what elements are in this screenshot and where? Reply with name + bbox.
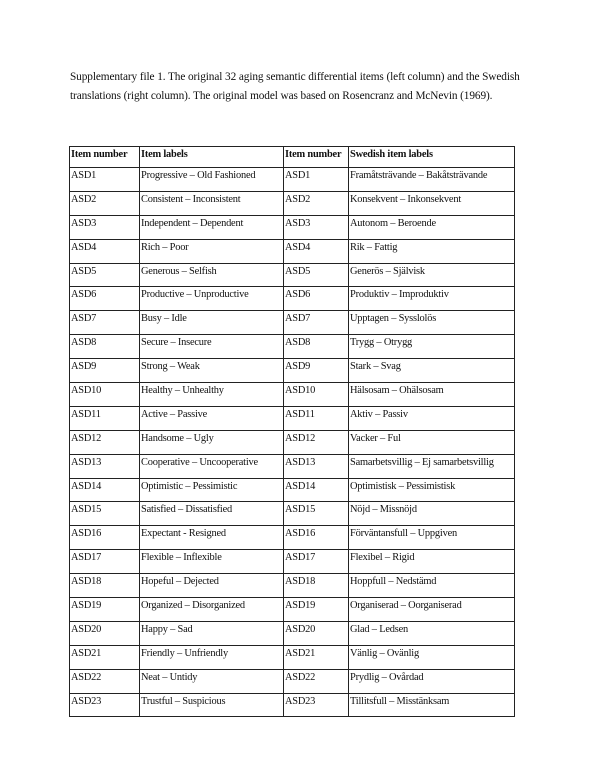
item-number-cell: ASD21 (70, 645, 140, 669)
item-number-cell: ASD18 (70, 574, 140, 598)
table-row (70, 215, 515, 239)
header-item-number-swedish: Item number (284, 147, 349, 168)
table-row (70, 645, 515, 669)
item-number-cell: ASD14 (70, 478, 140, 502)
swedish-item-number-cell: ASD21 (284, 645, 349, 669)
swedish-item-number-cell: ASD17 (284, 550, 349, 574)
table-row (70, 430, 515, 454)
swedish-item-number-cell: ASD10 (284, 383, 349, 407)
swedish-item-label-cell: Rik – Fattig (349, 239, 515, 263)
table-row (70, 335, 515, 359)
item-label-cell: Secure – Insecure (140, 335, 284, 359)
table-row (70, 621, 515, 645)
swedish-item-label-cell: Optimistisk – Pessimistisk (349, 478, 515, 502)
item-number-cell: ASD12 (70, 430, 140, 454)
item-label-cell: Satisfied – Dissatisfied (140, 502, 284, 526)
swedish-item-label-cell: Organiserad – Oorganiserad (349, 598, 515, 622)
swedish-item-label-cell: Trygg – Otrygg (349, 335, 515, 359)
swedish-item-label-cell: Hälsosam – Ohälsosam (349, 383, 515, 407)
item-number-cell: ASD7 (70, 311, 140, 335)
swedish-item-label-cell: Nöjd – Missnöjd (349, 502, 515, 526)
item-number-cell: ASD10 (70, 383, 140, 407)
item-number-cell: ASD5 (70, 263, 140, 287)
item-number-cell: ASD16 (70, 526, 140, 550)
swedish-item-label-cell: Aktiv – Passiv (349, 406, 515, 430)
item-number-cell: ASD1 (70, 168, 140, 192)
item-label-cell: Neat – Untidy (140, 669, 284, 693)
swedish-item-number-cell: ASD16 (284, 526, 349, 550)
header-item-number: Item number (70, 147, 140, 168)
swedish-item-label-cell: Produktiv – Improduktiv (349, 287, 515, 311)
item-number-cell: ASD23 (70, 693, 140, 717)
item-label-cell: Busy – Idle (140, 311, 284, 335)
swedish-item-number-cell: ASD4 (284, 239, 349, 263)
item-label-cell: Healthy – Unhealthy (140, 383, 284, 407)
swedish-item-number-cell: ASD6 (284, 287, 349, 311)
swedish-item-number-cell: ASD22 (284, 669, 349, 693)
swedish-item-number-cell: ASD23 (284, 693, 349, 717)
swedish-item-label-cell: Glad – Ledsen (349, 621, 515, 645)
table-row (70, 478, 515, 502)
swedish-item-label-cell: Flexibel – Rigid (349, 550, 515, 574)
table-row (70, 598, 515, 622)
swedish-item-label-cell: Framåtsträvande – Bakåtsträvande (349, 168, 515, 192)
swedish-item-label-cell: Hoppfull – Nedstämd (349, 574, 515, 598)
table-row (70, 311, 515, 335)
header-item-labels: Item labels (140, 147, 284, 168)
table-row (70, 263, 515, 287)
swedish-item-number-cell: ASD5 (284, 263, 349, 287)
swedish-item-number-cell: ASD8 (284, 335, 349, 359)
item-label-cell: Cooperative – Uncooperative (140, 454, 284, 478)
swedish-item-number-cell: ASD1 (284, 168, 349, 192)
table-header-row (70, 147, 515, 168)
item-label-cell: Handsome – Ugly (140, 430, 284, 454)
swedish-item-label-cell: Förväntansfull – Uppgiven (349, 526, 515, 550)
table-row (70, 191, 515, 215)
swedish-item-number-cell: ASD3 (284, 215, 349, 239)
swedish-item-number-cell: ASD14 (284, 478, 349, 502)
header-swedish-item-labels: Swedish item labels (349, 147, 515, 168)
item-label-cell: Organized – Disorganized (140, 598, 284, 622)
item-label-cell: Independent – Dependent (140, 215, 284, 239)
item-number-cell: ASD4 (70, 239, 140, 263)
item-label-cell: Active – Passive (140, 406, 284, 430)
item-number-cell: ASD22 (70, 669, 140, 693)
table-row (70, 454, 515, 478)
swedish-item-number-cell: ASD11 (284, 406, 349, 430)
swedish-item-number-cell: ASD18 (284, 574, 349, 598)
item-label-cell: Productive – Unproductive (140, 287, 284, 311)
swedish-item-number-cell: ASD13 (284, 454, 349, 478)
item-number-cell: ASD8 (70, 335, 140, 359)
item-number-cell: ASD13 (70, 454, 140, 478)
document-caption: Supplementary file 1. The original 32 aging semantic differential items (left column) and the Swedish translations (right column). The original model was based on Rosencranz and McNevin (1969). (70, 71, 520, 102)
item-number-cell: ASD11 (70, 406, 140, 430)
swedish-item-label-cell: Prydlig – Ovårdad (349, 669, 515, 693)
table-row (70, 502, 515, 526)
swedish-item-label-cell: Vacker – Ful (349, 430, 515, 454)
item-label-cell: Hopeful – Dejected (140, 574, 284, 598)
item-label-cell: Happy – Sad (140, 621, 284, 645)
swedish-item-label-cell: Autonom – Beroende (349, 215, 515, 239)
item-label-cell: Rich – Poor (140, 239, 284, 263)
table-row (70, 669, 515, 693)
table-row (70, 239, 515, 263)
item-label-cell: Generous – Selfish (140, 263, 284, 287)
swedish-item-number-cell: ASD12 (284, 430, 349, 454)
swedish-item-number-cell: ASD2 (284, 191, 349, 215)
swedish-item-number-cell: ASD19 (284, 598, 349, 622)
swedish-item-label-cell: Konsekvent – Inkonsekvent (349, 191, 515, 215)
item-number-cell: ASD2 (70, 191, 140, 215)
swedish-item-label-cell: Vänlig – Ovänlig (349, 645, 515, 669)
item-label-cell: Trustful – Suspicious (140, 693, 284, 717)
swedish-item-label-cell: Generös – Självisk (349, 263, 515, 287)
item-number-cell: ASD19 (70, 598, 140, 622)
swedish-item-label-cell: Stark – Svag (349, 359, 515, 383)
table-row (70, 168, 515, 192)
swedish-item-number-cell: ASD15 (284, 502, 349, 526)
table-row (70, 287, 515, 311)
item-number-cell: ASD20 (70, 621, 140, 645)
item-label-cell: Optimistic – Pessimistic (140, 478, 284, 502)
swedish-item-number-cell: ASD7 (284, 311, 349, 335)
item-label-cell: Flexible – Inflexible (140, 550, 284, 574)
swedish-item-label-cell: Upptagen – Sysslolös (349, 311, 515, 335)
item-number-cell: ASD15 (70, 502, 140, 526)
table-row (70, 526, 515, 550)
table-row (70, 550, 515, 574)
table-row (70, 383, 515, 407)
item-number-cell: ASD6 (70, 287, 140, 311)
table-row (70, 406, 515, 430)
item-number-cell: ASD17 (70, 550, 140, 574)
swedish-item-label-cell: Samarbetsvillig – Ej samarbetsvillig (349, 454, 515, 478)
item-label-cell: Expectant - Resigned (140, 526, 284, 550)
items-table (69, 146, 515, 717)
swedish-item-number-cell: ASD9 (284, 359, 349, 383)
item-label-cell: Progressive – Old Fashioned (140, 168, 284, 192)
table-row (70, 574, 515, 598)
item-label-cell: Friendly – Unfriendly (140, 645, 284, 669)
item-number-cell: ASD9 (70, 359, 140, 383)
table-row (70, 359, 515, 383)
swedish-item-label-cell: Tillitsfull – Misstänksam (349, 693, 515, 717)
item-label-cell: Strong – Weak (140, 359, 284, 383)
swedish-item-number-cell: ASD20 (284, 621, 349, 645)
table-row (70, 693, 515, 717)
item-number-cell: ASD3 (70, 215, 140, 239)
item-label-cell: Consistent – Inconsistent (140, 191, 284, 215)
